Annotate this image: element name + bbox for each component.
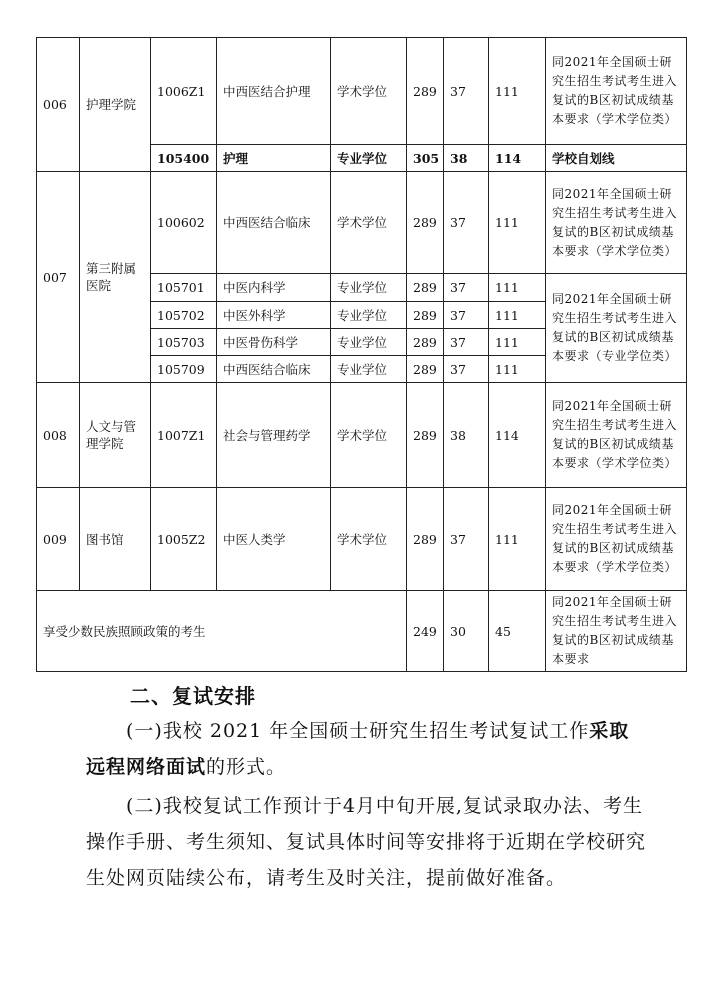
degree-type: 专业学位 [331, 274, 407, 302]
degree-type: 学术学位 [331, 38, 407, 145]
paragraph-1-text-c: 的形式。 [206, 756, 287, 778]
single-score-100: 37 [444, 274, 489, 302]
paragraph-1-text-a: (一)我校 2021 年全国硕士研究生招生考试复试工作 [126, 720, 590, 742]
single-score-100: 37 [444, 38, 489, 145]
single-score-over-100: 111 [489, 356, 546, 383]
college-code: 007 [37, 172, 80, 383]
major-name: 中医外科学 [217, 302, 331, 329]
major-name: 社会与管理药学 [217, 383, 331, 488]
table-row [37, 172, 687, 274]
total-score: 289 [407, 38, 444, 145]
single-score-100: 37 [444, 329, 489, 356]
major-code: 1006Z1 [151, 38, 217, 145]
total-score: 289 [407, 356, 444, 383]
major-name: 护理 [217, 145, 331, 172]
single-score-over-100: 111 [489, 38, 546, 145]
note: 同2021年全国硕士研究生招生考试考生进入复试的B区初试成绩基本要求 [546, 591, 687, 672]
major-name: 中西医结合临床 [217, 172, 331, 274]
major-code: 105400 [151, 145, 217, 172]
note: 同2021年全国硕士研究生招生考试考生进入复试的B区初试成绩基本要求（学术学位类） [546, 172, 687, 274]
major-code: 105709 [151, 356, 217, 383]
college-name: 图书馆 [80, 488, 151, 591]
paragraph-2: (二)我校复试工作预计于4月中旬开展,复试录取办法、考生操作手册、考生须知、复试具体时间等安排将于近期在学校研究生处网页陆续公布，请考生及时关注，提前做好准备。 [86, 795, 647, 889]
score-table [36, 37, 687, 672]
single-score-100: 37 [444, 488, 489, 591]
total-score: 305 [407, 145, 444, 172]
note: 同2021年全国硕士研究生招生考试考生进入复试的B区初试成绩基本要求（学术学位类） [546, 38, 687, 145]
degree-type: 学术学位 [331, 488, 407, 591]
single-score-100: 37 [444, 356, 489, 383]
major-name: 中西医结合临床 [217, 356, 331, 383]
college-name: 第三附属医院 [80, 172, 151, 383]
total-score: 249 [407, 591, 444, 672]
degree-type: 学术学位 [331, 383, 407, 488]
single-score-100: 38 [444, 383, 489, 488]
table-row [37, 488, 687, 591]
note: 同2021年全国硕士研究生招生考试考生进入复试的B区初试成绩基本要求（专业学位类） [546, 274, 687, 383]
single-score-over-100: 111 [489, 302, 546, 329]
note: 同2021年全国硕士研究生招生考试考生进入复试的B区初试成绩基本要求（学术学位类） [546, 383, 687, 488]
college-code: 006 [37, 38, 80, 172]
paragraph-1 [86, 713, 646, 785]
degree-type: 专业学位 [331, 356, 407, 383]
college-name: 护理学院 [80, 38, 151, 172]
major-name: 中医内科学 [217, 274, 331, 302]
college-code: 009 [37, 488, 80, 591]
total-score: 289 [407, 172, 444, 274]
college-name: 人文与管理学院 [80, 383, 151, 488]
table-row [37, 591, 687, 672]
single-score-over-100: 114 [489, 383, 546, 488]
single-score-100: 30 [444, 591, 489, 672]
major-name: 中医骨伤科学 [217, 329, 331, 356]
major-code: 105703 [151, 329, 217, 356]
major-code: 1007Z1 [151, 383, 217, 488]
degree-type: 专业学位 [331, 145, 407, 172]
total-score: 289 [407, 329, 444, 356]
major-name: 中医人类学 [217, 488, 331, 591]
table-row [37, 383, 687, 488]
single-score-over-100: 111 [489, 274, 546, 302]
single-score-over-100: 111 [489, 488, 546, 591]
table-row [37, 38, 687, 145]
minority-label: 享受少数民族照顾政策的考生 [37, 591, 407, 672]
degree-type: 专业学位 [331, 302, 407, 329]
single-score-over-100: 45 [489, 591, 546, 672]
total-score: 289 [407, 488, 444, 591]
total-score: 289 [407, 302, 444, 329]
major-code: 100602 [151, 172, 217, 274]
note: 同2021年全国硕士研究生招生考试考生进入复试的B区初试成绩基本要求（学术学位类） [546, 488, 687, 591]
note: 学校自划线 [546, 145, 687, 172]
total-score: 289 [407, 383, 444, 488]
major-code: 105701 [151, 274, 217, 302]
paragraph-1-emphasis: 采取远程网络面试 [86, 720, 630, 778]
college-code: 008 [37, 383, 80, 488]
single-score-100: 38 [444, 145, 489, 172]
single-score-over-100: 111 [489, 329, 546, 356]
major-name: 中西医结合护理 [217, 38, 331, 145]
section-heading: 二、复试安排 [130, 684, 256, 708]
single-score-over-100: 114 [489, 145, 546, 172]
major-code: 1005Z2 [151, 488, 217, 591]
single-score-100: 37 [444, 172, 489, 274]
total-score: 289 [407, 274, 444, 302]
single-score-100: 37 [444, 302, 489, 329]
degree-type: 专业学位 [331, 329, 407, 356]
single-score-over-100: 111 [489, 172, 546, 274]
degree-type: 学术学位 [331, 172, 407, 274]
major-code: 105702 [151, 302, 217, 329]
